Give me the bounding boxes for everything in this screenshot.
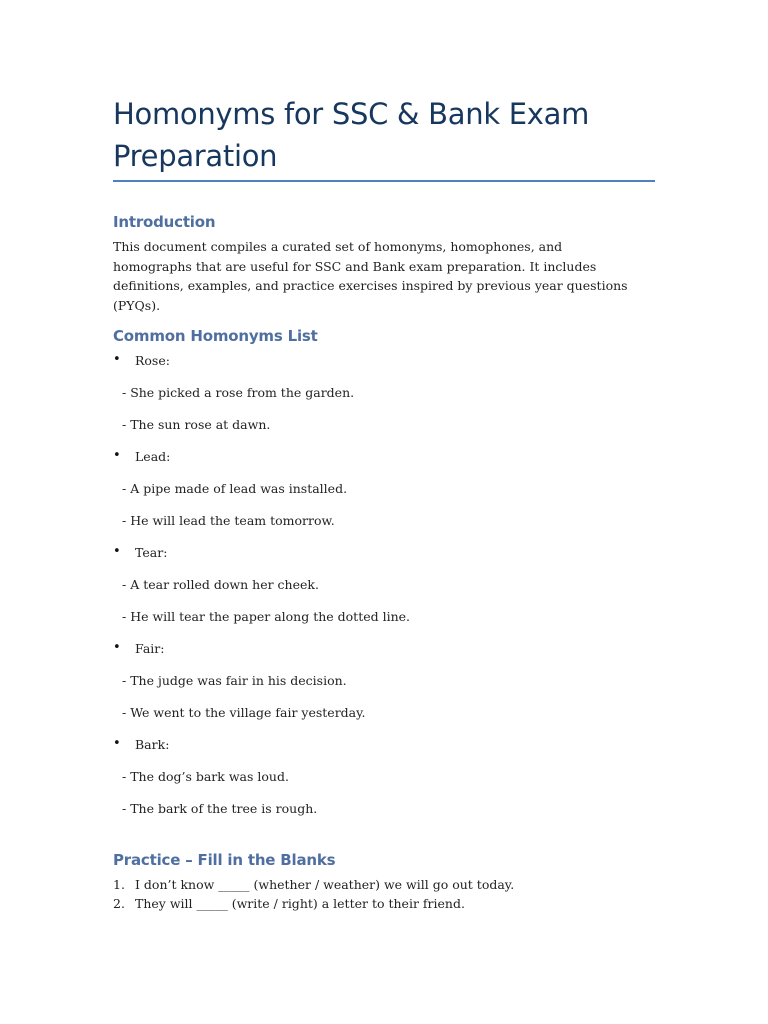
introduction-paragraph: This document compiles a curated set of homonyms, homophones, and homographs that are useful for SSC and Bank exam preparation. It includes definitions, examples, and practice exercises inspired by previous year questions (PYQs). (113, 239, 628, 313)
homonym-example: - A tear rolled down her cheek. (122, 577, 319, 592)
bullet-icon: • (113, 544, 121, 559)
document-title: Homonyms for SSC & Bank Exam Preparation (113, 97, 590, 173)
homonym-example: - We went to the village fair yesterday. (122, 705, 366, 720)
homonym-example: - The dog’s bark was loud. (122, 769, 289, 784)
practice-heading: Practice – Fill in the Blanks (113, 851, 336, 869)
homonym-term: Rose: (135, 353, 170, 368)
homonym-example: - The bark of the tree is rough. (122, 801, 318, 816)
homonym-example: - A pipe made of lead was installed. (122, 481, 348, 496)
practice-item-number: 1. (113, 877, 125, 892)
homonym-term: Tear: (135, 545, 168, 560)
bullet-icon: • (113, 352, 121, 367)
practice-item-number: 2. (113, 896, 125, 911)
title-underline (113, 180, 655, 182)
introduction-heading: Introduction (113, 213, 216, 231)
homonym-example: - The sun rose at dawn. (122, 417, 271, 432)
homonym-example: - She picked a rose from the garden. (122, 385, 355, 400)
homonym-example: - He will tear the paper along the dotted line. (122, 609, 411, 624)
bullet-icon: • (113, 736, 121, 751)
homonyms-list-heading: Common Homonyms List (113, 327, 318, 345)
homonym-example: - He will lead the team tomorrow. (122, 513, 335, 528)
practice-item-text: I don’t know _____ (whether / weather) we will go out today. (135, 877, 515, 892)
practice-item-text: They will _____ (write / right) a letter to their friend. (135, 896, 465, 911)
bullet-icon: • (113, 448, 121, 463)
homonym-term: Bark: (135, 737, 170, 752)
homonym-example: - The judge was fair in his decision. (122, 673, 347, 688)
homonym-term: Fair: (135, 641, 165, 656)
homonym-term: Lead: (135, 449, 171, 464)
bullet-icon: • (113, 640, 121, 655)
